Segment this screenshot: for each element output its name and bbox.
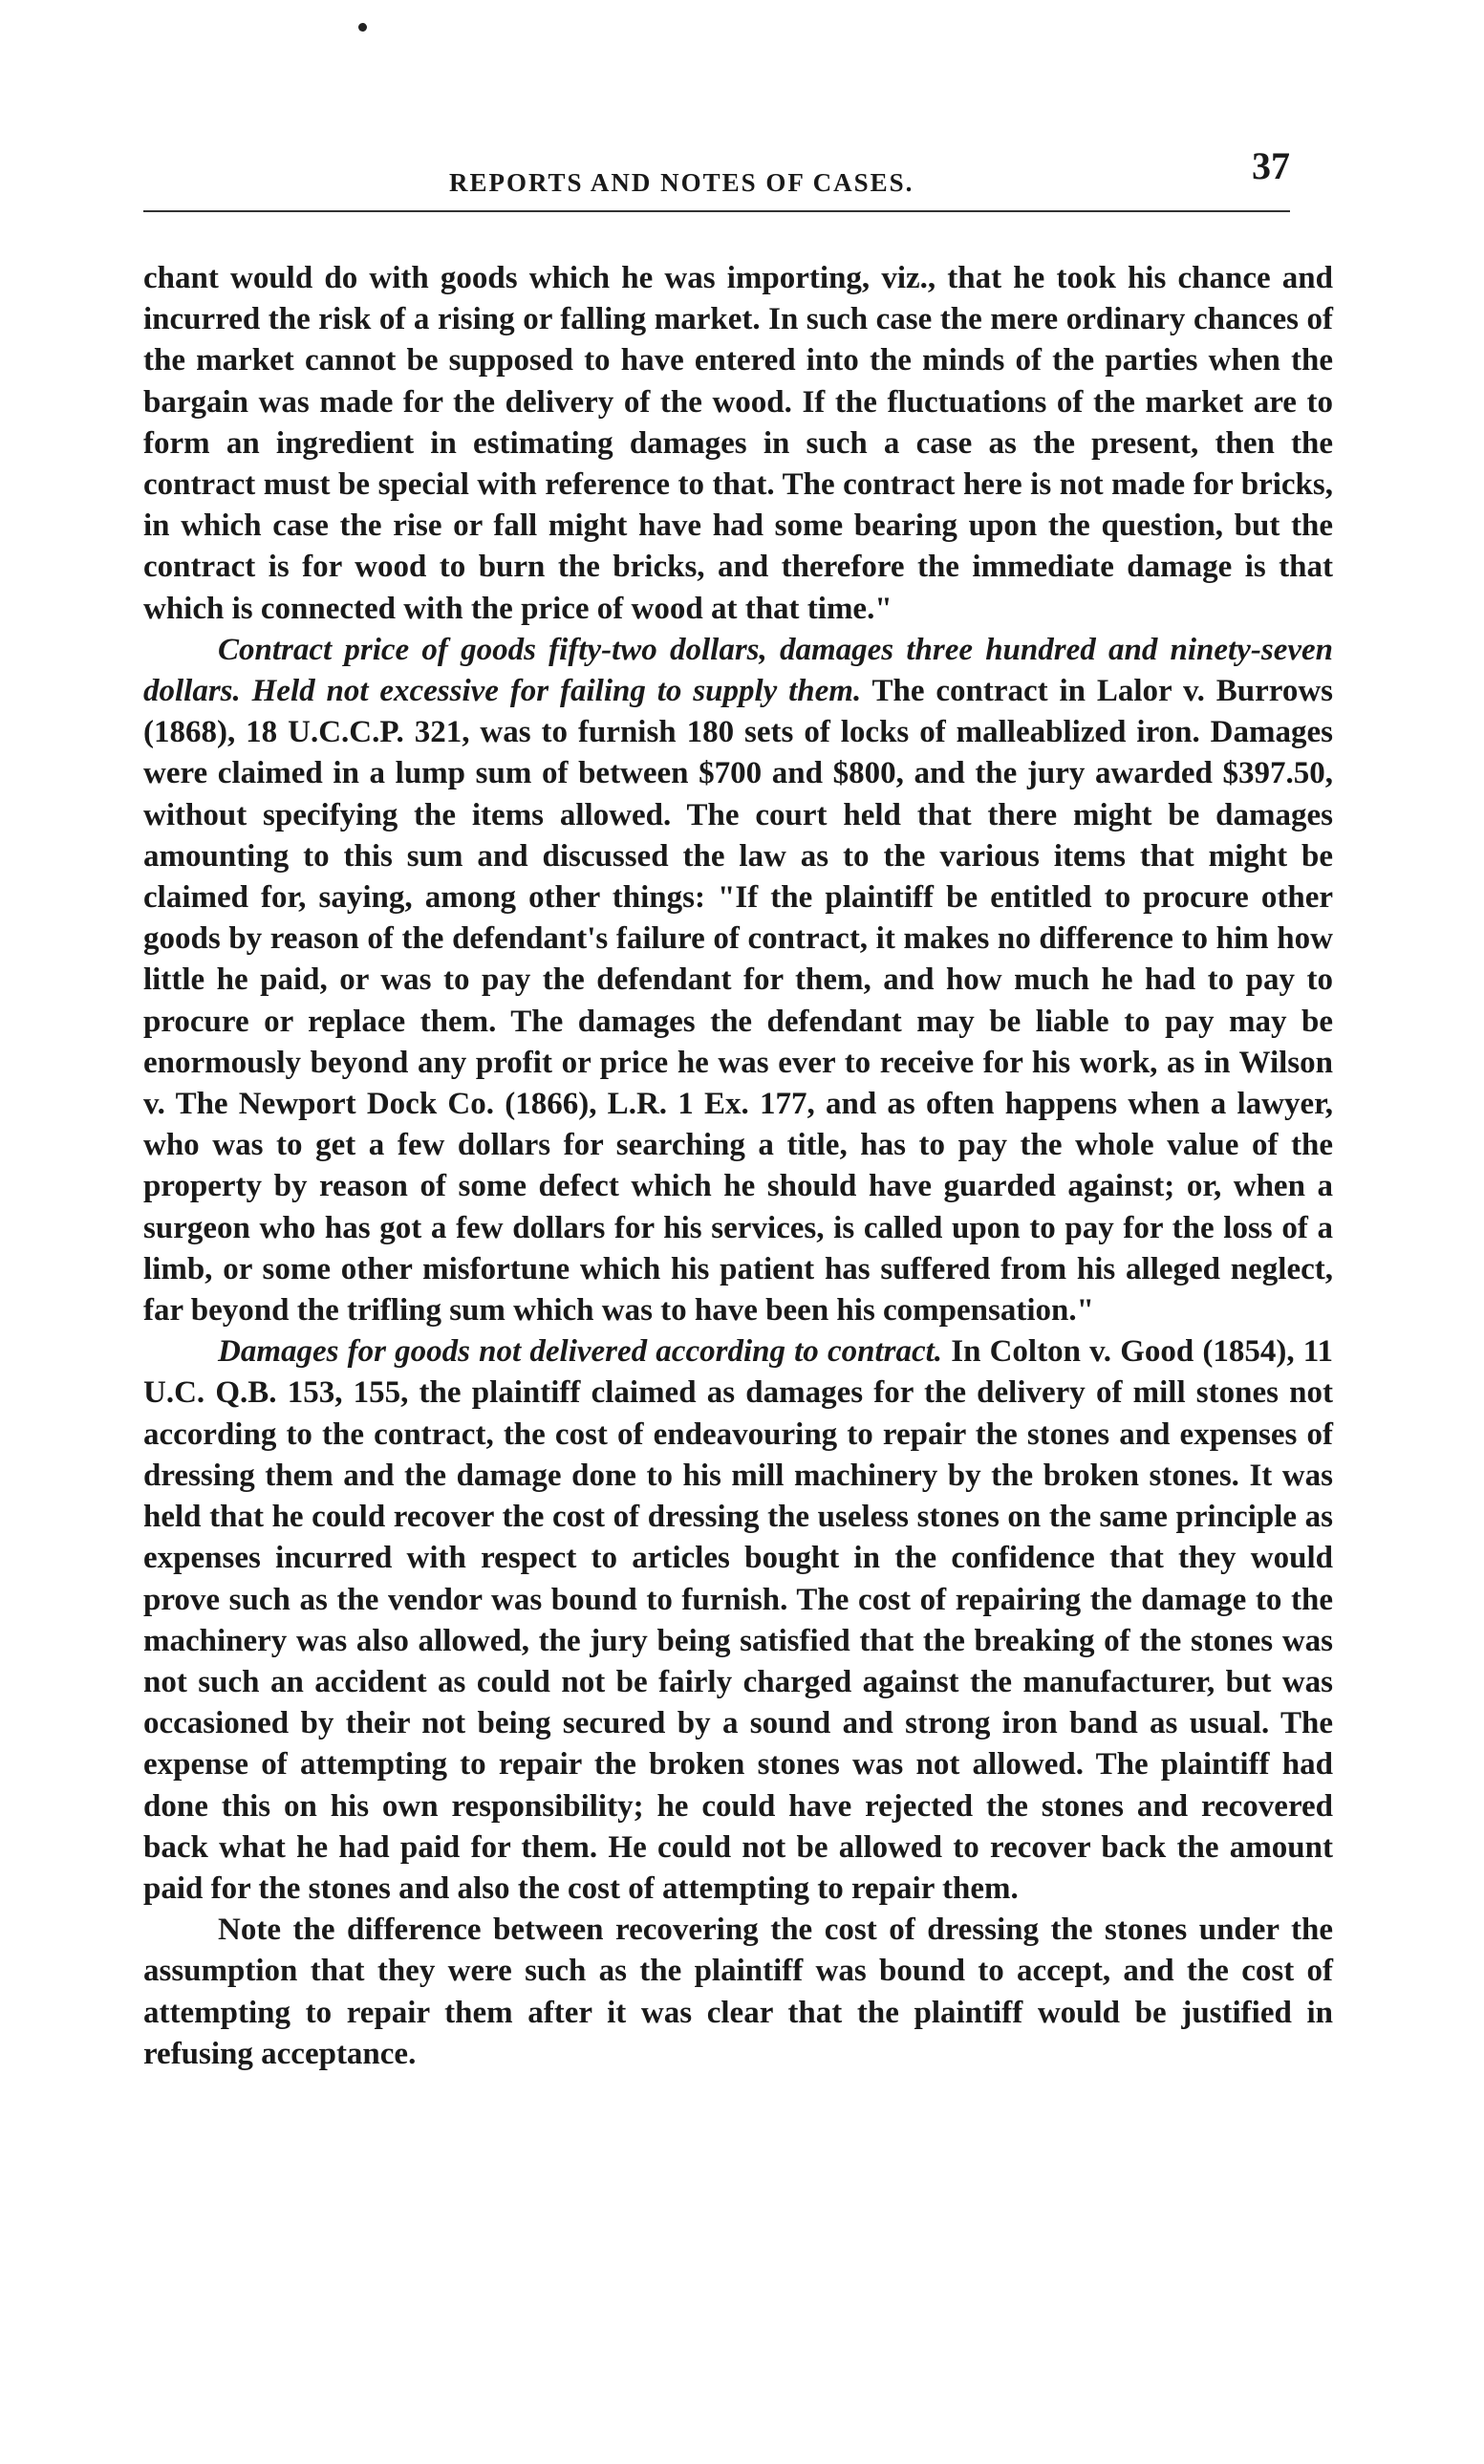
page-header (143, 143, 1290, 201)
paragraph-1 (143, 258, 1333, 630)
paragraph-text: chant would do with goods which he was importing, viz., that he took his chance and incurred the risk of a rising or falling market. In such case the mere ordinary chances of the market cannot be supposed to have entered into the minds of the parties when the bargain was made for the delivery of the wood. If the fluctuations of the market are to form an ingredient in estimating damages in such a case as the present, then the contract must be special with reference to that. The contract here is not made for bricks, in which case the rise or fall might have had some bearing upon the question, but the contract is for wood to burn the bricks, and therefore the immediate damage is that which is connected with the price of wood at that time." (143, 261, 1333, 626)
running-head: REPORTS AND NOTES OF CASES. (449, 168, 914, 197)
page-number: 37 (1252, 144, 1290, 187)
body-text (143, 258, 1333, 2075)
paragraph-2 (143, 630, 1333, 1331)
paragraph-3 (143, 1331, 1333, 1910)
paragraph-heading: Contract price of goods fifty-two dollars, damages three hundred and ninety-seven dollars. Held not excessive for failing to supply them. (143, 632, 1333, 709)
paragraph-text: The contract in Lalor v. Burrows (1868), 18 U.C.C.P. 321, was to furnish 180 sets of locks of malleablized iron. Damages were claimed in a lump sum of between $700 and $800, and the jury awarded $397.50, without specifying the items allowed. The court held that there might be damages amounting to this sum and discussed the law as to the various items that might be claimed for, saying, among other things: "If the plaintiff be entitled to procure other goods by reason of the defendant's failure of contract, it makes no difference to him how little he paid, or was to pay the defendant for them, and how much he had to pay to procure or replace them. The damages the defendant may be liable to pay may be enormously beyond any profit or price he was ever to receive for his work, as in Wilson v. The Newport Dock Co. (1866), L.R. 1 Ex. 177, and as often happens when a lawyer, who was to get a few dollars for searching a title, has to pay the whole value of the property by reason of some defect which he should have guarded against; or, when a surgeon who has got a few dollars for his services, is called upon to pay for the loss of a limb, or some other misfortune which his patient has suffered from his alleged neglect, far beyond the trifling sum which was to have been his compensation." (143, 674, 1333, 1329)
ink-speck (358, 23, 367, 32)
paragraph-4 (143, 1910, 1333, 2075)
header-rule (143, 210, 1290, 212)
paragraph-text: In Colton v. Good (1854), 11 U.C. Q.B. 153, 155, the plaintiff claimed as damages for the delivery of mill stones not according to the contract, the cost of endeavouring to repair the stones and expenses of dressing them and the damage done to his mill machinery by the broken stones. It was held that he could recover the cost of dressing the useless stones on the same principle as expenses incurred with respect to articles bought in the confidence that they would prove such as the vendor was bound to furnish. The cost of repairing the damage to the machinery was also allowed, the jury being satisfied that the breaking of the stones was not such an accident as could not be fairly charged against the manufacturer, but was occasioned by their not being secured by a sound and strong iron band as usual. The expense of attempting to repair the broken stones was not allowed. The plaintiff had done this on his own responsibility; he could have rejected the stones and recovered back what he had paid for them. He could not be allowed to recover back the amount paid for the stones and also the cost of attempting to repair them. (143, 1334, 1333, 1906)
paragraph-heading: Damages for goods not delivered according to contract. (218, 1334, 943, 1370)
paragraph-text: Note the difference between recovering the cost of dressing the stones under the assumption that they were such as the plaintiff was bound to accept, and the cost of attempting to repair them after it was clear that the plaintiff would be justified in refusing acceptance. (143, 1913, 1333, 2071)
